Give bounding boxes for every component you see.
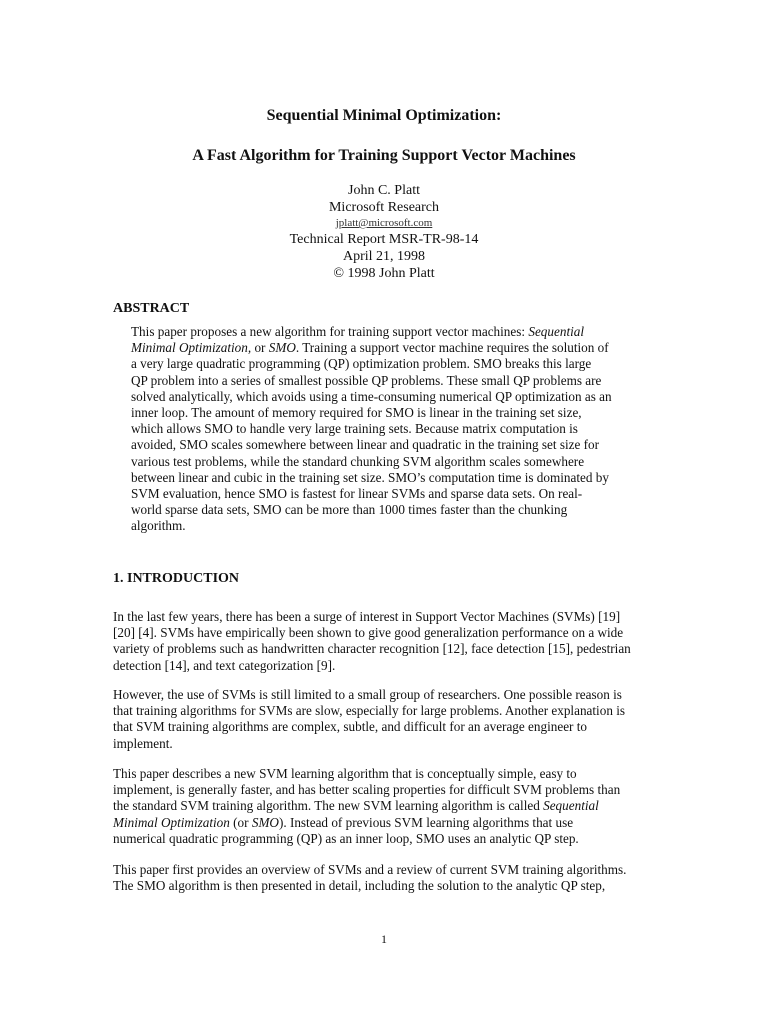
- paragraph-line: that SVM training algorithms are complex, subtle, and difficult for an average engineer to: [113, 719, 587, 735]
- paragraph-line: detection [14], and text categorization [9].: [113, 657, 336, 673]
- abstract-line: a very large quadratic programming (QP) optimization problem. SMO breaks this large: [131, 356, 592, 372]
- abstract-line: SVM evaluation, hence SMO is fastest for linear SVMs and sparse data sets. On real-: [131, 486, 583, 502]
- abstract-line: QP problem into a series of smallest possible QP problems. These small QP problems are: [131, 372, 602, 388]
- abstract-line: world sparse data sets, SMO can be more than 1000 times faster than the chunking: [131, 502, 568, 518]
- paragraph-line: In the last few years, there has been a surge of interest in Support Vector Machines (SVMs) [19]: [113, 609, 621, 624]
- intro-paragraph-4: [113, 862, 673, 894]
- abstract-line: which allows SMO to handle very large training sets. Because matrix computation is: [131, 421, 578, 437]
- abstract-line: This paper proposes a new algorithm for training support vector machines: Sequential: [131, 324, 585, 339]
- paragraph-line: However, the use of SVMs is still limited to a small group of researchers. One possible reason is: [113, 687, 622, 702]
- abstract-line: solved analytically, which avoids using a time-consuming numerical QP optimization as an: [131, 388, 612, 404]
- paragraph-line: numerical quadratic programming (QP) as an inner loop, SMO uses an analytic QP step.: [113, 830, 579, 846]
- intro-paragraph-1: [113, 609, 673, 674]
- paragraph-line: [20] [4]. SVMs have empirically been shown to give good generalization performance on a wide: [113, 625, 624, 641]
- abstract-line: avoided, SMO scales somewhere between linear and quadratic in the training set size for: [131, 437, 599, 453]
- paragraph-line: This paper first provides an overview of SVMs and a review of current SVM training algorithms.: [113, 862, 627, 877]
- abstract-heading: ABSTRACT: [113, 301, 190, 316]
- paragraph-line: implement.: [113, 735, 173, 751]
- abstract-line: various test problems, while the standard chunking SVM algorithm scales somewhere: [131, 453, 585, 469]
- paragraph-line: This paper describes a new SVM learning algorithm that is conceptually simple, easy to: [113, 766, 577, 781]
- intro-paragraph-3: [113, 766, 673, 847]
- abstract-line: Minimal Optimization, or SMO. Training a support vector machine requires the solution of: [131, 340, 609, 356]
- paragraph-line: Minimal Optimization (or SMO). Instead of previous SVM learning algorithms that use: [113, 814, 574, 830]
- paragraph-line: that training algorithms for SVMs are slow, especially for large problems. Another explanation is: [113, 703, 625, 719]
- report-number: Technical Report MSR-TR-98-14: [289, 232, 479, 247]
- page-number: 1: [381, 932, 387, 946]
- paper-title: Sequential Minimal Optimization:: [266, 107, 502, 124]
- author-block: [0, 182, 768, 282]
- abstract-line: algorithm.: [131, 518, 186, 534]
- paragraph-line: the standard SVM training algorithm. The new SVM learning algorithm is called Sequential: [113, 798, 599, 814]
- paragraph-line: implement, is generally faster, and has better scaling properties for difficult SVM problems than: [113, 782, 621, 798]
- paragraph-line: variety of problems such as handwritten character recognition [12], face detection [15], pedestrian: [113, 641, 631, 657]
- report-date: April 21, 1998: [342, 249, 426, 264]
- abstract-line: between linear and cubic in the training set size. SMO’s computation time is dominated by: [131, 469, 609, 485]
- paper-subtitle: A Fast Algorithm for Training Support Vector Machines: [192, 147, 576, 164]
- author-affiliation: Microsoft Research: [328, 200, 440, 215]
- author-email-link[interactable]: jplatt@microsoft.com: [335, 217, 433, 229]
- author-name: John C. Platt: [348, 183, 420, 198]
- copyright-notice: © 1998 John Platt: [333, 266, 435, 281]
- intro-paragraph-2: [113, 687, 673, 752]
- introduction-heading: 1. INTRODUCTION: [113, 571, 240, 586]
- paragraph-line: The SMO algorithm is then presented in detail, including the solution to the analytic QP step,: [113, 878, 606, 894]
- abstract-body: [131, 324, 651, 535]
- abstract-line: inner loop. The amount of memory required for SMO is linear in the training set size,: [131, 405, 582, 421]
